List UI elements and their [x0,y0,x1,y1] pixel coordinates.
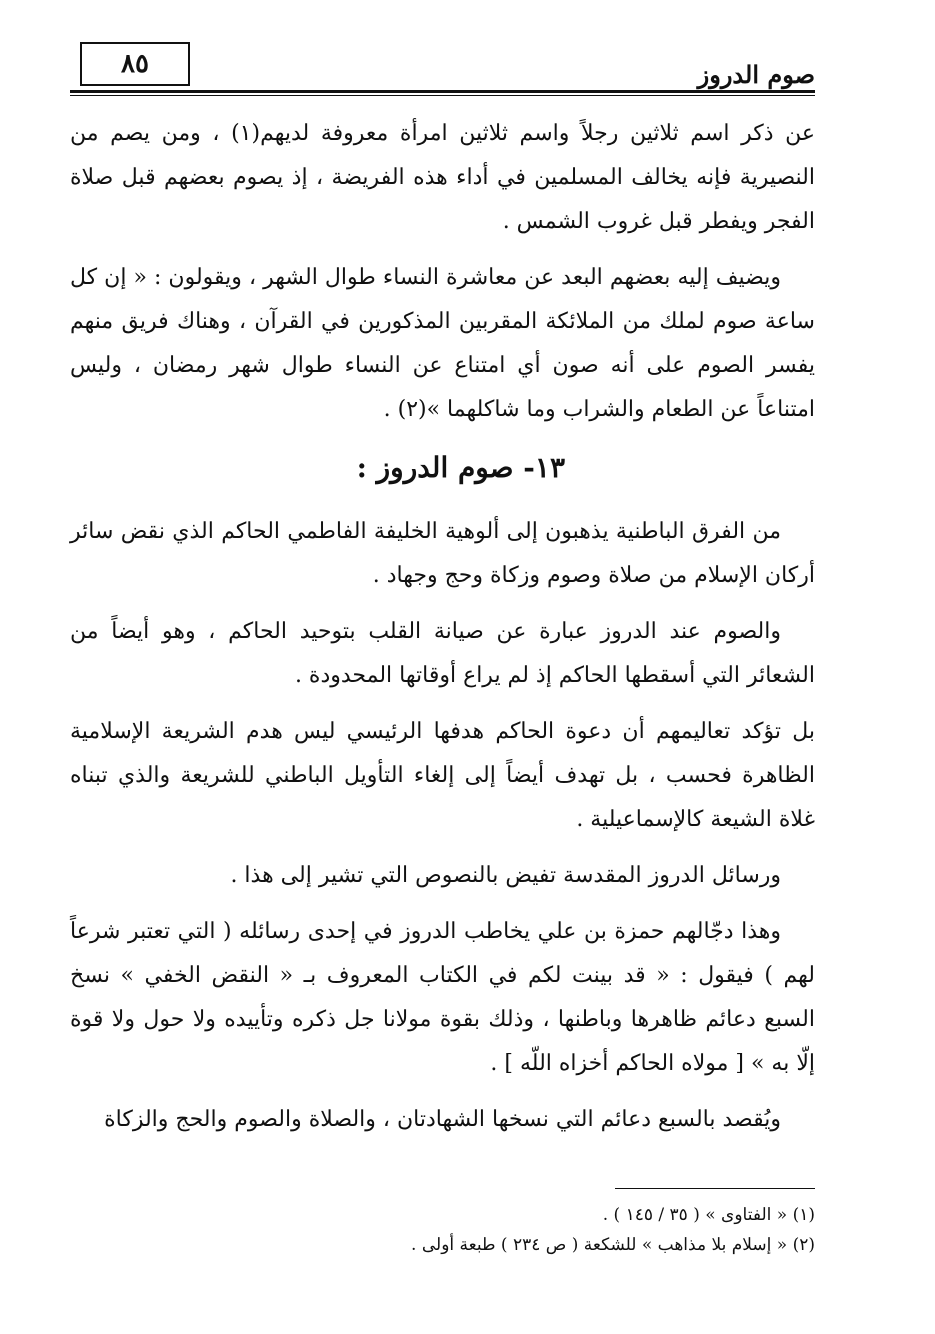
section-heading: ١٣- صوم الدروز : [356,451,565,484]
header-rule [70,90,815,96]
page-number: ٨٥ [80,42,190,86]
paragraph: عن ذكر اسم ثلاثين رجلاً واسم ثلاثين امرأة معروفة لديهم(١) ، ومن يصم من النصيرية فإنه يخالف المسلمين في أداء هذه الفريضة ، إذ يصوم بعضهم قبل صلاة الفجر ويفطر قبل غروب الشمس . [70,121,815,234]
footnote: (١) « الفتاوى » ( ٣٥ / ١٤٥ ) . [602,1205,815,1225]
paragraph: ويُقصد بالسبع دعائم التي نسخها الشهادتان ، والصلاة والصوم والحج والزكاة [104,1107,781,1132]
page-header [70,38,815,98]
paragraph: بل تؤكد تعاليمهم أن دعوة الحاكم هدفها الرئيسي ليس هدم الشريعة الإسلامية الظاهرة فحسب ، بل تهدف أيضاً إلى إلغاء التأويل الباطني للشريعة والذي تبناه غلاة الشيعة كالإسماعيلية . [70,719,815,832]
footnote-rule [615,1188,815,1189]
paragraph: من الفرق الباطنية يذهبون إلى ألوهية الخليفة الفاطمي الحاكم الذي نقض سائر أركان الإسلام من صلاة وصوم وزكاة وحج وجهاد . [70,519,815,588]
paragraph: ورسائل الدروز المقدسة تفيض بالنصوص التي تشير إلى هذا . [230,863,781,888]
running-title: صوم الدروز [697,60,815,89]
paragraph: والصوم عند الدروز عبارة عن صيانة القلب بتوحيد الحاكم ، وهو أيضاً من الشعائر التي أسقطها الحاكم إذ لم يراع أوقاتها المحدودة . [70,619,815,688]
footnotes [70,1200,815,1260]
footnote: (٢) « إسلام بلا مذاهب » للشكعة ( ص ٢٣٤ ) طبعة أولى . [411,1235,815,1255]
paragraph: ويضيف إليه بعضهم البعد عن معاشرة النساء طوال الشهر ، ويقولون : « إن كل ساعة صوم لملك من الملائكة المقربين المذكورين في القرآن ، وهناك فريق منهم يفسر الصوم على أنه صون أي امتناع عن النساء طوال شهر رمضان ، وليس امتناعاً عن الطعام والشراب وما شاكلهما »(٢) . [70,265,815,422]
paragraph: وهذا دجّالهم حمزة بن علي يخاطب الدروز في إحدى رسائله ( التي تعتبر شرعاً لهم ) فيقول : « قد بينت لكم في الكتاب المعروف بـ « النقض الخفي » نسخ السبع دعائم ظاهرها وباطنها ، وذلك بقوة مولانا جل ذكره وتأييده ولا حول ولا قوة إلّا به » [ مولاه الحاكم أخزاه اللّه ] . [70,919,815,1076]
body-text [70,112,815,1154]
